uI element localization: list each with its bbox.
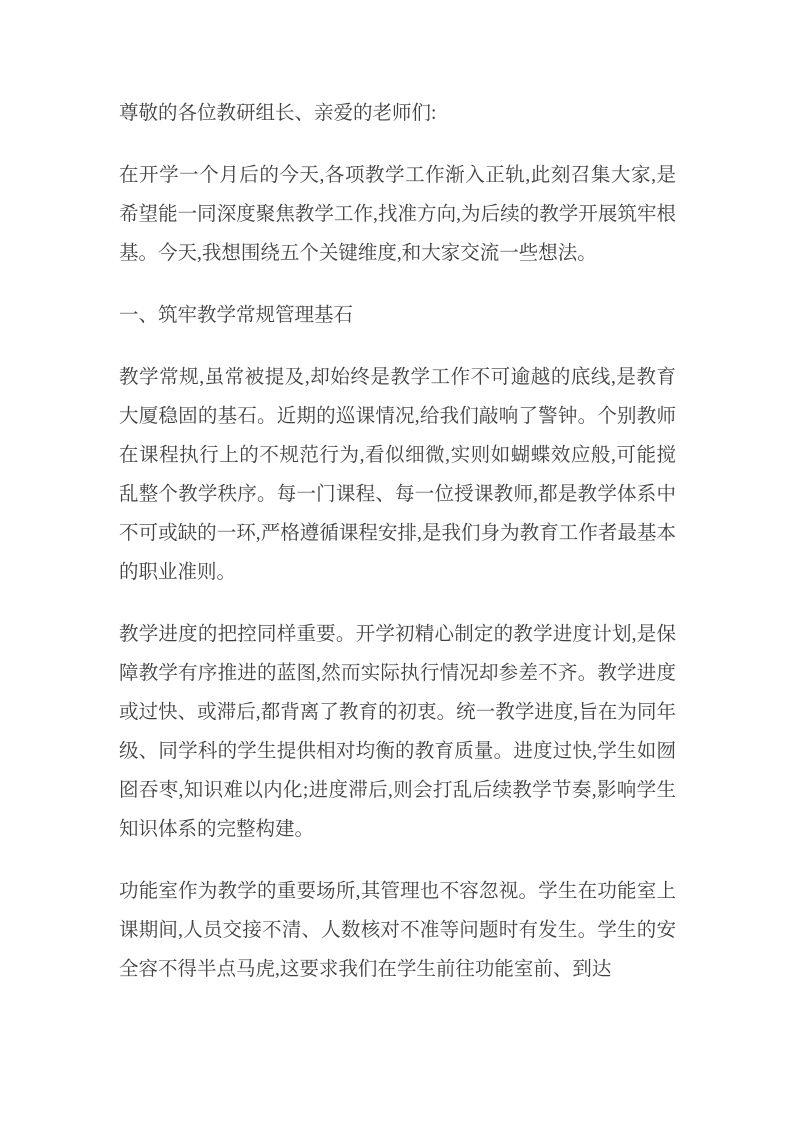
salutation-line: 尊敬的各位教研组长、亲爱的老师们: [119, 103, 437, 124]
section-1-heading: 一、筑牢教学常规管理基石 [119, 305, 354, 326]
opening-paragraph: 在开学一个月后的今天,各项教学工作渐入正轨,此刻召集大家,是希望能一同深度聚焦教学工作,找准方向,为后续的教学开展筑牢根基。今天,我想围绕五个关键维度,和大家交流一些想法。 [119, 165, 676, 264]
paragraph-teaching-pace: 教学进度的把控同样重要。开学初精心制定的教学进度计划,是保障教学有序推进的蓝图,然而实际执行情况却参差不齐。教学进度或过快、或滞后,都背离了教育的初衷。统一教学进度,旨在为同年级、同学科的学生提供相对均衡的教育质量。进度过快,学生如囫囵吞枣,知识难以内化;进度滞后,则会打乱后续教学节奏,影响学生知识体系的完整构建。 [119, 624, 676, 840]
paragraph-function-room: 功能室作为教学的重要场所,其管理也不容忽视。学生在功能室上课期间,人员交接不清、人数核对不准等问题时有发生。学生的安全容不得半点马虎,这要求我们在学生前往功能室前、到达 [119, 881, 676, 980]
paragraph-teaching-routine: 教学常规,虽常被提及,却始终是教学工作不可逾越的底线,是教育大厦稳固的基石。近期的巡课情况,给我们敲响了警钟。个别教师在课程执行上的不规范行为,看似细微,实则如蝴蝶效应般,可能搅乱整个教学秩序。每一门课程、每一位授课教师,都是教学体系中不可或缺的一环,严格遵循课程安排,是我们身为教育工作者最基本的职业准则。 [119, 367, 676, 583]
